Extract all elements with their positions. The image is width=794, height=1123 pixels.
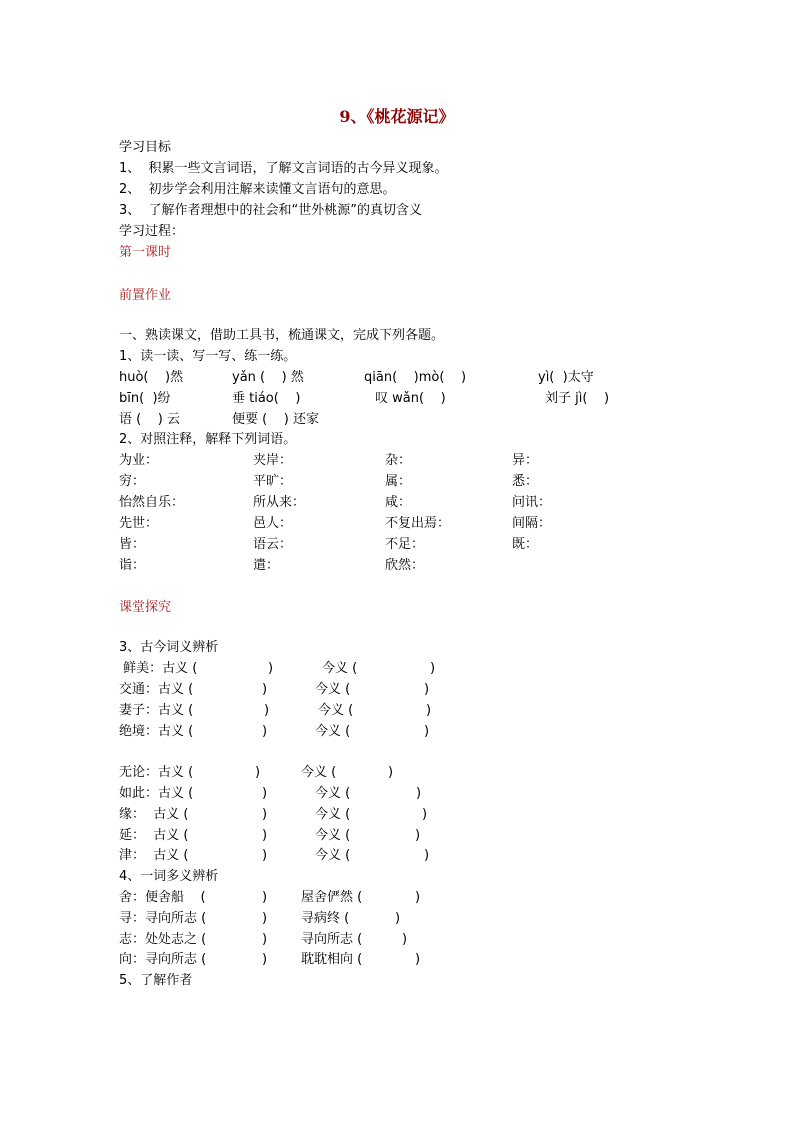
paren-close: ) xyxy=(424,724,430,739)
jinyi-label: 今义 ( xyxy=(315,807,351,822)
section-heading: 第一课时 xyxy=(119,245,172,260)
pinyin-item: 刘子 jì( ) xyxy=(545,391,610,406)
gujin-term: 缘： 古义 ( xyxy=(119,807,189,822)
duoyi-term: 寻向所志 ( xyxy=(301,932,363,947)
pinyin-item: 叹 wǎn( ) xyxy=(375,391,446,406)
paren-close: ) xyxy=(415,890,421,905)
paren-close: ) xyxy=(422,807,428,822)
paren-close: ) xyxy=(262,682,268,697)
question-heading: 5、了解作者 xyxy=(119,973,193,988)
section-heading: 课堂探究 xyxy=(119,600,172,615)
vocab-term: 间隔： xyxy=(512,516,552,531)
jinyi-label: 今义 ( xyxy=(322,661,358,676)
duoyi-term: 志：处处志之 ( xyxy=(119,932,207,947)
section-heading: 前置作业 xyxy=(119,288,172,303)
paren-close: ) xyxy=(402,932,408,947)
paren-close: ) xyxy=(415,952,421,967)
page-title: 9、《桃花源记》 xyxy=(339,107,455,126)
duoyi-term: 耽耽相向 ( xyxy=(301,952,363,967)
vocab-term: 所从来： xyxy=(253,495,306,510)
pinyin-item: bīn( )纷 xyxy=(119,391,171,406)
duoyi-term: 屋舍俨然 ( xyxy=(301,890,363,905)
jinyi-label: 今义 ( xyxy=(301,765,337,780)
objective-item: 3、 了解作者理想中的社会和“世外桃源”的真切含义 xyxy=(119,203,423,218)
duoyi-term: 向：寻向所志 ( xyxy=(119,952,207,967)
jinyi-label: 今义 ( xyxy=(315,682,351,697)
vocab-term: 属： xyxy=(385,474,412,489)
paren-close: ) xyxy=(388,765,394,780)
question-heading: 3、古今词义辨析 xyxy=(119,640,219,655)
vocab-term: 不足： xyxy=(385,537,425,552)
vocab-term: 杂： xyxy=(385,453,412,468)
vocab-term: 问讯： xyxy=(512,495,552,510)
paren-close: ) xyxy=(268,661,274,676)
vocab-term: 悉： xyxy=(512,474,539,489)
duoyi-term: 寻：寻向所志 ( xyxy=(119,911,207,926)
vocab-term: 怡然自乐： xyxy=(119,495,185,510)
jinyi-label: 今义 ( xyxy=(315,724,351,739)
vocab-term: 遣： xyxy=(253,558,280,573)
gujin-term: 绝境：古义 ( xyxy=(119,724,194,739)
paren-close: ) xyxy=(262,890,268,905)
vocab-term: 语云： xyxy=(253,537,293,552)
duoyi-term: 寻病终 ( xyxy=(301,911,350,926)
jinyi-label: 今义 ( xyxy=(315,848,351,863)
paren-close: ) xyxy=(416,786,422,801)
vocab-term: 为业： xyxy=(119,453,159,468)
paren-close: ) xyxy=(262,848,268,863)
paren-close: ) xyxy=(262,724,268,739)
paren-close: ) xyxy=(255,765,261,780)
pinyin-item: yǎn ( ) 然 xyxy=(232,370,304,385)
gujin-term: 延： 古义 ( xyxy=(119,828,189,843)
paren-close: ) xyxy=(262,807,268,822)
pinyin-item: 便要 ( ) 还家 xyxy=(232,412,319,427)
vocab-term: 先世： xyxy=(119,516,159,531)
vocab-term: 穷： xyxy=(119,474,146,489)
paren-close: ) xyxy=(262,828,268,843)
question-heading: 4、一词多义辨析 xyxy=(119,869,219,884)
vocab-term: 皆： xyxy=(119,537,146,552)
paren-close: ) xyxy=(426,703,432,718)
gujin-term: 妻子：古义 ( xyxy=(119,703,194,718)
jinyi-label: 今义 ( xyxy=(315,786,351,801)
vocab-term: 夹岸： xyxy=(253,453,293,468)
jinyi-label: 今义 ( xyxy=(318,703,354,718)
pinyin-item: 语 ( ) 云 xyxy=(119,412,180,427)
duoyi-term: 舍：便舍船 ( xyxy=(119,890,206,905)
question-heading: 1、读一读、写一写、练一练。 xyxy=(119,349,297,364)
paren-close: ) xyxy=(415,828,421,843)
pinyin-item: qiān( )mò( ) xyxy=(364,370,467,385)
pinyin-item: huò( )然 xyxy=(119,370,184,385)
paren-close: ) xyxy=(262,932,268,947)
paren-close: ) xyxy=(424,682,430,697)
paren-close: ) xyxy=(430,661,436,676)
vocab-term: 咸： xyxy=(385,495,412,510)
gujin-term: 如此：古义 ( xyxy=(119,786,194,801)
objective-item: 2、 初步学会利用注解来读懂文言语句的意思。 xyxy=(119,182,396,197)
paren-close: ) xyxy=(262,952,268,967)
jinyi-label: 今义 ( xyxy=(315,828,351,843)
gujin-term: 鲜美：古义 ( xyxy=(119,661,198,676)
paren-close: ) xyxy=(264,703,270,718)
gujin-term: 交通：古义 ( xyxy=(119,682,194,697)
vocab-term: 既： xyxy=(512,537,539,552)
vocab-term: 平旷： xyxy=(253,474,293,489)
vocab-term: 诣： xyxy=(119,558,146,573)
gujin-term: 无论：古义 ( xyxy=(119,765,194,780)
vocab-term: 欣然： xyxy=(385,558,425,573)
objective-item: 1、 积累一些文言词语，了解文言词语的古今异义现象。 xyxy=(119,161,448,176)
pinyin-item: yì( )太守 xyxy=(538,370,594,385)
process-label: 学习过程： xyxy=(119,224,185,239)
vocab-term: 邑人： xyxy=(253,516,293,531)
paren-close: ) xyxy=(262,786,268,801)
pinyin-item: 垂 tiáo( ) xyxy=(232,391,301,406)
task-heading: 一、熟读课文，借助工具书，梳通课文，完成下列各题。 xyxy=(119,328,445,343)
paren-close: ) xyxy=(262,911,268,926)
vocab-term: 异： xyxy=(512,453,539,468)
objectives-heading: 学习目标 xyxy=(119,140,172,155)
gujin-term: 津： 古义 ( xyxy=(119,848,189,863)
vocab-term: 不复出焉： xyxy=(385,516,451,531)
paren-close: ) xyxy=(424,848,430,863)
paren-close: ) xyxy=(395,911,401,926)
question-heading: 2、对照注释，解释下列词语。 xyxy=(119,432,297,447)
